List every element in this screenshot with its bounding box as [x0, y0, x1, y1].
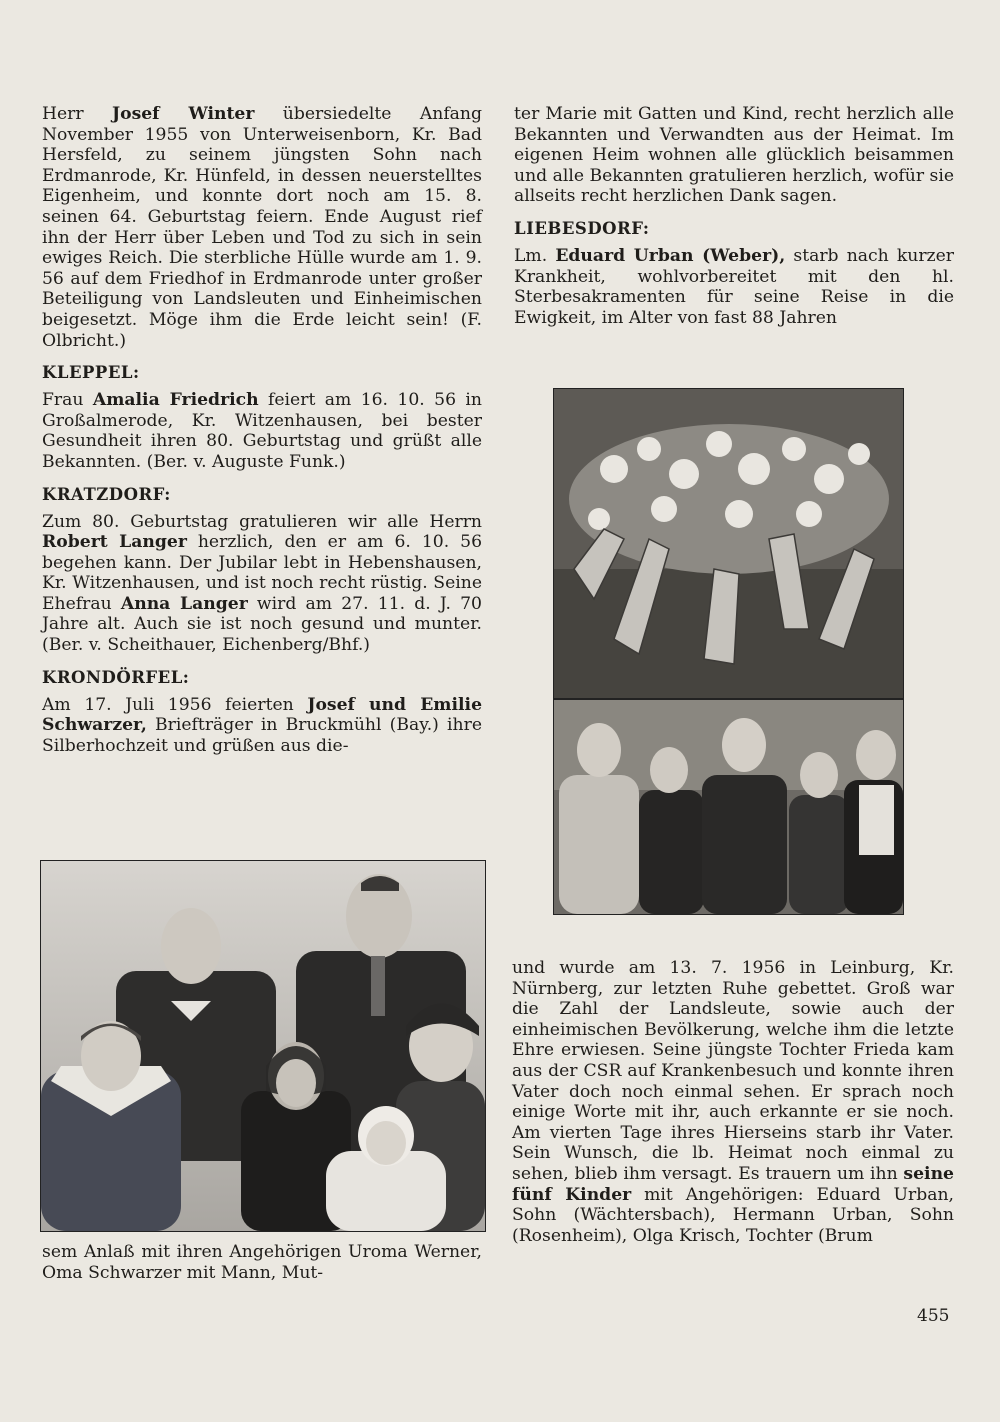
left-bottom-text [42, 1242, 482, 1283]
left-column [42, 104, 482, 756]
continuation-paragraph: sem Anlaß mit ihren Angehörigen Uroma Werner, Oma Schwarzer mit Mann, Mut- [42, 1242, 482, 1283]
name-anna-langer: Anna Langer [120, 593, 248, 614]
krondoerfel-heading: KRONDÖRFEL: [42, 667, 190, 687]
group-photo-image [554, 700, 903, 914]
group-photo [553, 699, 904, 915]
kleppel-heading: KLEPPEL: [42, 363, 140, 383]
burial-paragraph: und wurde am 13. 7. 1956 in Leinburg, Kr. Nürnberg, zur letzten Ruhe gebettet. Groß war die Zahl der Landsleute, sowie auch der einheimischen Bevölkerung, welche ihm die letzte Ehre erwiesen. Seine jüngste Tochter Frieda kam aus der CSR auf Krankenbesuch und konnte ihren Vater doch noch einmal sehen. Er sprach noch einige Worte mit ihr, auch erkannte er sie noch. Am vierten Tage ihres Hierseins starb ihr Vater. Sein Wunsch, die lb. Heimat noch einmal zu sehen, blieb ihm versagt. Es trauern um ihn seine fünf Kinder mit Angehörigen: Eduard Urban, Sohn (Wächtersbach), Hermann Urban, Sohn (Rosenheim), Olga Krisch, Tochter (Brum [512, 958, 954, 1246]
right-column [514, 104, 954, 328]
name-eduard-urban: Eduard Urban (Weber), [555, 245, 786, 266]
kleppel-paragraph: Frau Amalia Friedrich feiert am 16. 10. 56 in Großalmerode, Kr. Witzenhausen, bei bester Gesundheit ihren 80. Geburtstag und grüßt alle Bekannten. (Ber. v. Auguste Funk.) [42, 390, 482, 472]
name-amalia-friedrich: Amalia Friedrich [92, 390, 259, 411]
name-josef-emilie-schwarzer: Josef und Emilie Schwarzer, [42, 694, 482, 736]
kratzdorf-heading: KRATZDORF: [42, 484, 171, 504]
name-robert-langer: Robert Langer [42, 532, 187, 553]
wreath-photo-image [554, 389, 903, 698]
winter-paragraph: Herr Josef Winter übersiedelte Anfang November 1955 von Unterweisenborn, Kr. Bad Hersfeld, zu seinem jüngsten Sohn nach Erdmanrode, Kr. Hünfeld, in dessen neuerstelltes Eigenheim, und konnte dort noch am 15. 8. seinen 64. Geburtstag feiern. Ende August rief ihn der Herr über Leben und Tod zu sich in sein ewiges Reich. Die sterbliche Hülle wurde am 1. 9. 56 auf dem Friedhof in Erdmanrode unter großer Beteiligung von Landsleuten und Einheimischen beigesetzt. Möge ihm die Erde leicht sein! (F. Olbricht.) [42, 104, 483, 351]
liebesdorf-heading: LIEBESDORF: [514, 218, 650, 238]
name-josef-winter: Josef Winter [111, 104, 255, 124]
urban-paragraph: Lm. Eduard Urban (Weber), starb nach kurzer Krankheit, wohlvorbereitet mit den hl. Sterbesakramenten für seine Reise in die Ewigkeit, im Alter von fast 88 Jahren [514, 245, 954, 328]
krondoerfel-paragraph: Am 17. Juli 1956 feierten Josef und Emilie Schwarzer, Briefträger in Bruckmühl (Bay.) ihre Silberhochzeit und grüßen aus die- [42, 694, 482, 756]
kratzdorf-paragraph: Zum 80. Geburtstag gratulieren wir alle Herrn Robert Langer herzlich, den er am 6. 10. 56 begehen kann. Der Jubilar lebt in Hebenshausen, Kr. Witzenhausen, und ist noch recht rüstig. Seine Ehefrau Anna Langer wird am 27. 11. d. J. 70 Jahre alt. Auch sie ist noch gesund und munter. (Ber. v. Scheithauer, Eichenberg/Bhf.) [42, 511, 482, 656]
family-photo [40, 860, 486, 1232]
wreath-photo [553, 388, 904, 699]
right-bottom-text [512, 958, 954, 1246]
name-five-children: seine fünf Kinder [512, 1163, 954, 1205]
marie-paragraph: ter Marie mit Gatten und Kind, recht herzlich alle Bekannten und Verwandten aus der Heimat. Im eigenen Heim wohnen alle glücklich beisammen und alle Bekannten gratulieren herzlich, wofür sie allseits recht herzlichen Dank sagen. [514, 104, 955, 207]
page-number: 455 [917, 1306, 950, 1326]
family-photo-image [41, 861, 485, 1231]
